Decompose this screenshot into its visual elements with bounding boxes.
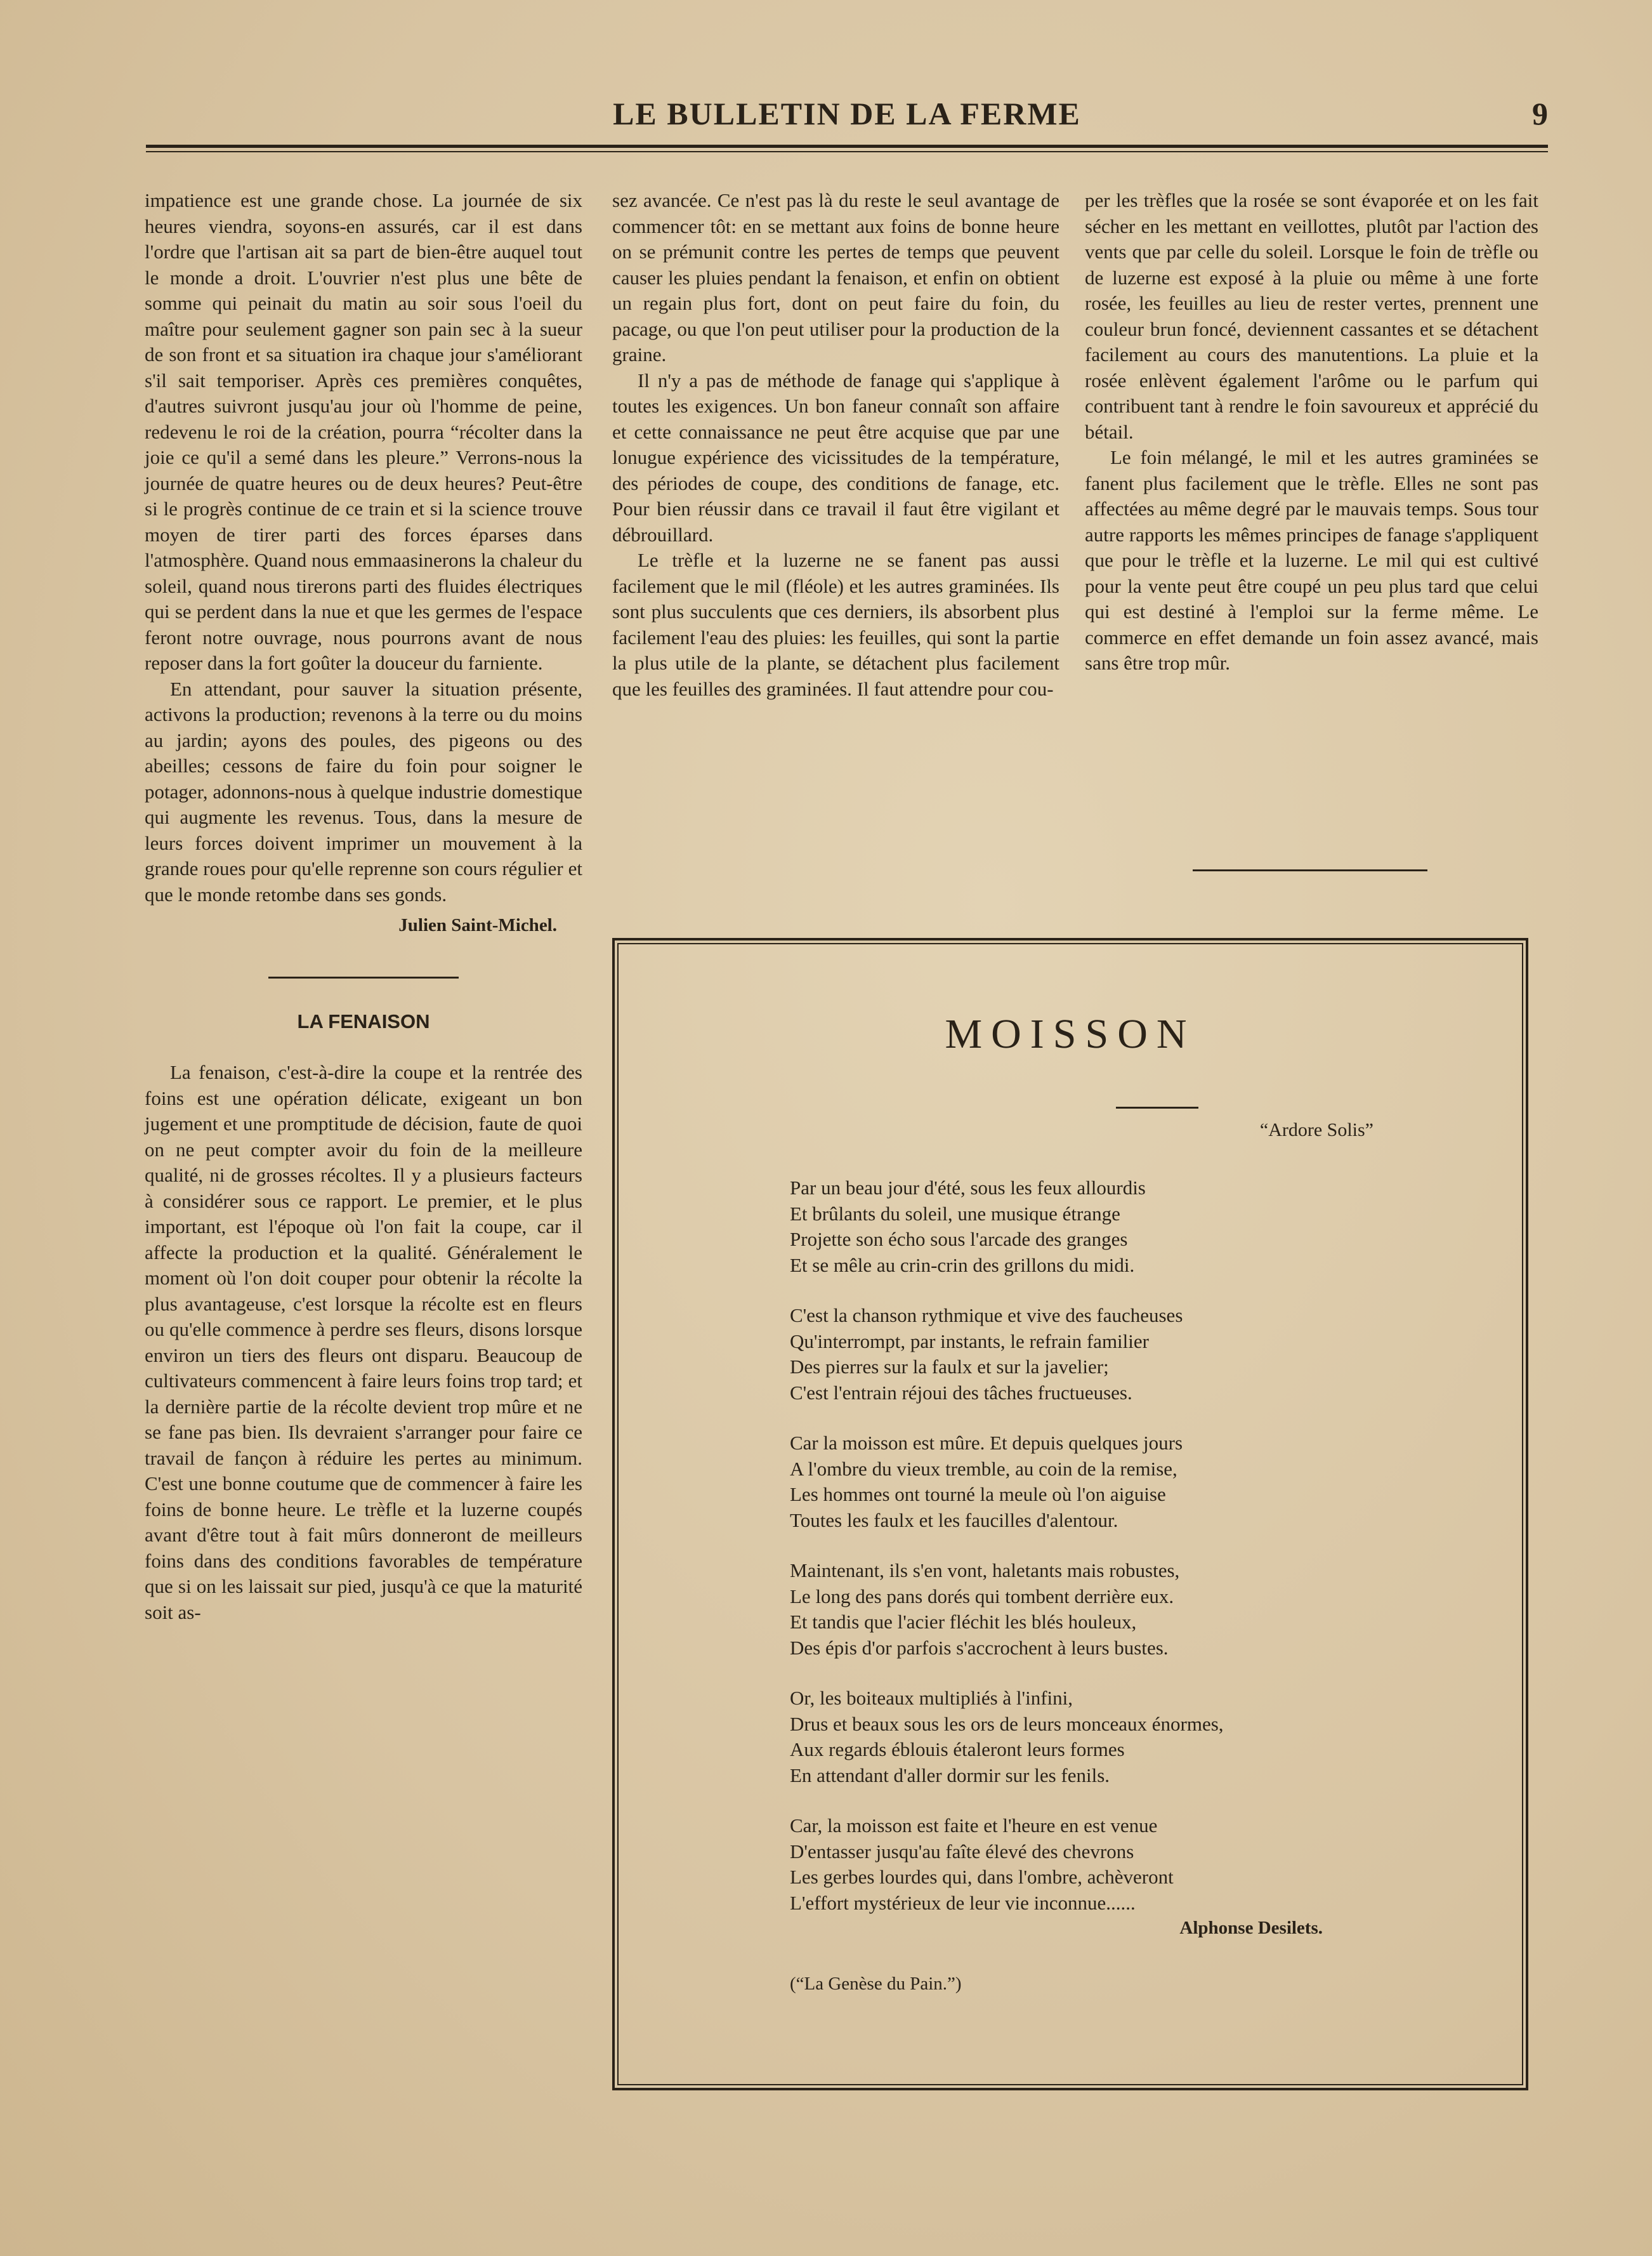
poem-stanza xyxy=(790,1303,1424,1406)
poem-line: Car la moisson est mûre. Et depuis quelques jours xyxy=(790,1432,1183,1454)
section-divider xyxy=(268,977,459,979)
poem-source: (“La Genèse du Pain.”) xyxy=(790,1974,962,1994)
poem-line: D'entasser jusqu'au faîte élevé des chevrons xyxy=(790,1840,1134,1863)
article-paragraph: Le foin mélangé, le mil et les autres graminées se fanent plus facilement que le trèfle. Elles ne sont pas affectées au même degré par le mauvais temps. Sous tour autre rapports les mêmes principes de fanage s'appliquent que pour le trèfle et la luzerne. Le mil qui est cultivé pour la vente peut être coupé un peu plus tard que celui qui est destiné à l'emploi sur la ferme même. Le commerce en effet demande un foin assez avancé, mais sans être trop mûr. xyxy=(1085,446,1538,674)
column-1 xyxy=(145,188,582,1625)
poem-stanza xyxy=(790,1430,1424,1533)
poem-title-rule xyxy=(1116,1107,1198,1109)
poem-line: Le long des pans dorés qui tombent derrière eux. xyxy=(790,1585,1174,1607)
poem-line: L'effort mystérieux de leur vie inconnue...... xyxy=(790,1891,1136,1914)
poem-line: Toutes les faulx et les faucilles d'alentour. xyxy=(790,1508,1118,1531)
poem-line: Projette son écho sous l'arcade des granges xyxy=(790,1228,1128,1250)
poem-line: C'est l'entrain réjoui des tâches fructueuses. xyxy=(790,1381,1132,1404)
article-signature: Julien Saint-Michel. xyxy=(398,915,557,935)
column-2 xyxy=(612,188,1059,702)
poem-stanza xyxy=(790,1685,1424,1788)
page-header xyxy=(146,89,1548,140)
poem-epigraph: “Ardore Solis” xyxy=(1259,1119,1373,1140)
column-3 xyxy=(1085,188,1538,676)
poem-line: Les hommes ont tourné la meule où l'on aiguise xyxy=(790,1483,1166,1505)
poem-line: Par un beau jour d'été, sous les feux allourdis xyxy=(790,1177,1146,1199)
poem-body xyxy=(790,1175,1424,1941)
poem-box xyxy=(612,938,1528,2090)
article-paragraph: per les trèfles que la rosée se sont évaporée et on les fait sécher en les mettant en veillottes, plutôt par l'action des vents que par celle du soleil. Lorsque le foin de trèfle ou de luzerne est exposé à la pluie ou même à une forte rosée, les feuilles au lieu de rester vertes, prennent une couleur brun foncé, deviennent cassantes et se détachent facilement au cours des manutentions. La pluie et la rosée enlèvent également l'arôme ou le parfum qui contribuent tant à rendre le foin savoureux et apprécié du bétail. xyxy=(1085,189,1538,443)
poem-stanza xyxy=(790,1558,1424,1661)
poem-line: Aux regards éblouis étaleront leurs formes xyxy=(790,1738,1125,1760)
section-divider xyxy=(1193,869,1427,871)
poem-line: Et brûlants du soleil, une musique étrange xyxy=(790,1202,1120,1225)
poem-line: Qu'interrompt, par instants, le refrain familier xyxy=(790,1329,1149,1352)
poem-line: Car, la moisson est faite et l'heure en est venue xyxy=(790,1814,1158,1837)
poem-line: C'est la chanson rythmique et vive des faucheuses xyxy=(790,1304,1183,1326)
poem-line: Maintenant, ils s'en vont, haletants mais robustes, xyxy=(790,1559,1180,1581)
article-paragraph: sez avancée. Ce n'est pas là du reste le seul avantage de commencer tôt: en se mettant aux foins de bonne heure on se prémunit contre les pertes de temps que peuvent causer les pluies pendant la fenaison, et enfin on obtient un regain plus fort, dont on peut faire du foin, du pacage, ou que l'on peut utiliser pour la production de la graine. xyxy=(612,189,1059,366)
article-paragraph: En attendant, pour sauver la situation présente, activons la production; revenons à la terre ou du moins au jardin; ayons des poules, des pigeons ou des abeilles; cessons de faire du foin pour soigner le potager, adonnons-nous à quelque industrie domestique qui augmente les revenus. Tous, dans la mesure de leurs forces doivent imprimer un mouvement à la grande roues pour qu'elle reprenne son cours régulier et que le monde retombe dans ses gonds. xyxy=(145,677,582,906)
poem-stanza xyxy=(790,1813,1424,1916)
poem-line: A l'ombre du vieux tremble, au coin de la remise, xyxy=(790,1457,1177,1480)
poem-line: En attendant d'aller dormir sur les fenils. xyxy=(790,1764,1110,1786)
article-paragraph: impatience est une grande chose. La journée de six heures viendra, soyons-en assurés, car il est dans l'ordre que l'artisan ait sa part de bien-être auquel tout le monde a droit. L'ouvrier n'est plus une bête de somme qui peinait du matin au soir sous l'oeil du maître pour seulement gagner son pain sec à la sueur de son front et sa situation ira chaque jour s'améliorant s'il sait temporiser. Après ces premières conquêtes, d'autres suivront jusqu'au jour où l'homme de peine, redevenu le roi de la création, pourra “récolter dans la joie ce qu'il a semé dans les pleure.” Verrons-nous la journée de quatre heures ou de deux heures? Peut-être si le progrès continue de ce train et si la science trouve moyen de tirer parti des forces éparses dans l'atmosphère. Quand nous emmaasinerons la chaleur du soleil, quand nous tirerons parti des fluides électriques qui se perdent dans la nue et que les germes de l'espace feront notre ouvrage, nous pourrons avant de nous reposer dans la fort goûter la douceur du farniente. xyxy=(145,189,582,674)
newspaper-title: LE BULLETIN DE LA FERME xyxy=(613,96,1081,131)
header-rule xyxy=(146,145,1548,152)
poem-line: Drus et beaux sous les ors de leurs monceaux énormes, xyxy=(790,1712,1224,1735)
article-paragraph: La fenaison, c'est-à-dire la coupe et la rentrée des foins est une opération délicate, exigeant un bon jugement et une promptitude de décision, faute de quoi on ne peut compter avoir du foin de la meilleure qualité, ni de grosses récoltes. Il y a plusieurs facteurs à considérer sous ce rapport. Le premier, et le plus important, est l'époque où l'on fait la coupe, car il affecte la production et la qualité. Généralement le moment où l'on doit couper pour obtenir la récolte la plus avantageuse, c'est lorsque la récolte est en fleurs ou qu'elle commence à perdre ses fleurs, disons lorsque environ un tiers des fleurs ont disparu. Beaucoup de cultivateurs commencent à faire leurs foins trop tard; et la dernière partie de la récolte devient trop mûre et ne se fane pas bien. Ils devraient s'arranger pour faire ce travail de fançon à réduire les pertes au minimum. C'est une bonne coutume que de commencer à faire les foins de bonne heure. Le trèfle et la luzerne coupés avant d'être tout à fait mûrs donneront de meilleurs foins dans des conditions favorables de température que si on les laissait sur pied, jusqu'à ce que la maturité soit as- xyxy=(145,1061,582,1623)
article-paragraph: Il n'y a pas de méthode de fanage qui s'applique à toutes les exigences. Un bon faneur connaît son affaire et cette connaissance ne peut être acquise que par une lonugue expérience des vicissitudes de la température, des périodes de coupe, des conditions de fanage, etc. Pour bien réussir dans ce travail il faut être vigilant et débrouillard. xyxy=(612,369,1059,546)
poem-stanza xyxy=(790,1175,1424,1278)
poem-line: Des épis d'or parfois s'accrochent à leurs bustes. xyxy=(790,1636,1169,1659)
poem-line: Les gerbes lourdes qui, dans l'ombre, achèveront xyxy=(790,1866,1174,1888)
poem-title: MOISSON xyxy=(945,1011,1196,1057)
poem-author: Alphonse Desilets. xyxy=(1179,1918,1323,1938)
article-paragraph: Le trèfle et la luzerne ne se fanent pas aussi facilement que le mil (fléole) et les autres graminées. Ils sont plus succulents que ces derniers, ils absorbent plus facilement l'eau des pluies: les feuilles, qui sont la partie la plus utile de la plante, se détachent plus facilement que les feuilles des graminées. Il faut attendre pour cou- xyxy=(612,549,1059,700)
page-number: 9 xyxy=(1532,96,1548,131)
section-heading: LA FENAISON xyxy=(297,1010,430,1032)
poem-line: Et se mêle au crin-crin des grillons du midi. xyxy=(790,1253,1135,1276)
poem-line: Or, les boiteaux multipliés à l'infini, xyxy=(790,1687,1073,1709)
poem-line: Des pierres sur la faulx et sur la javelier; xyxy=(790,1356,1109,1378)
poem-line: Et tandis que l'acier fléchit les blés houleux, xyxy=(790,1611,1137,1633)
